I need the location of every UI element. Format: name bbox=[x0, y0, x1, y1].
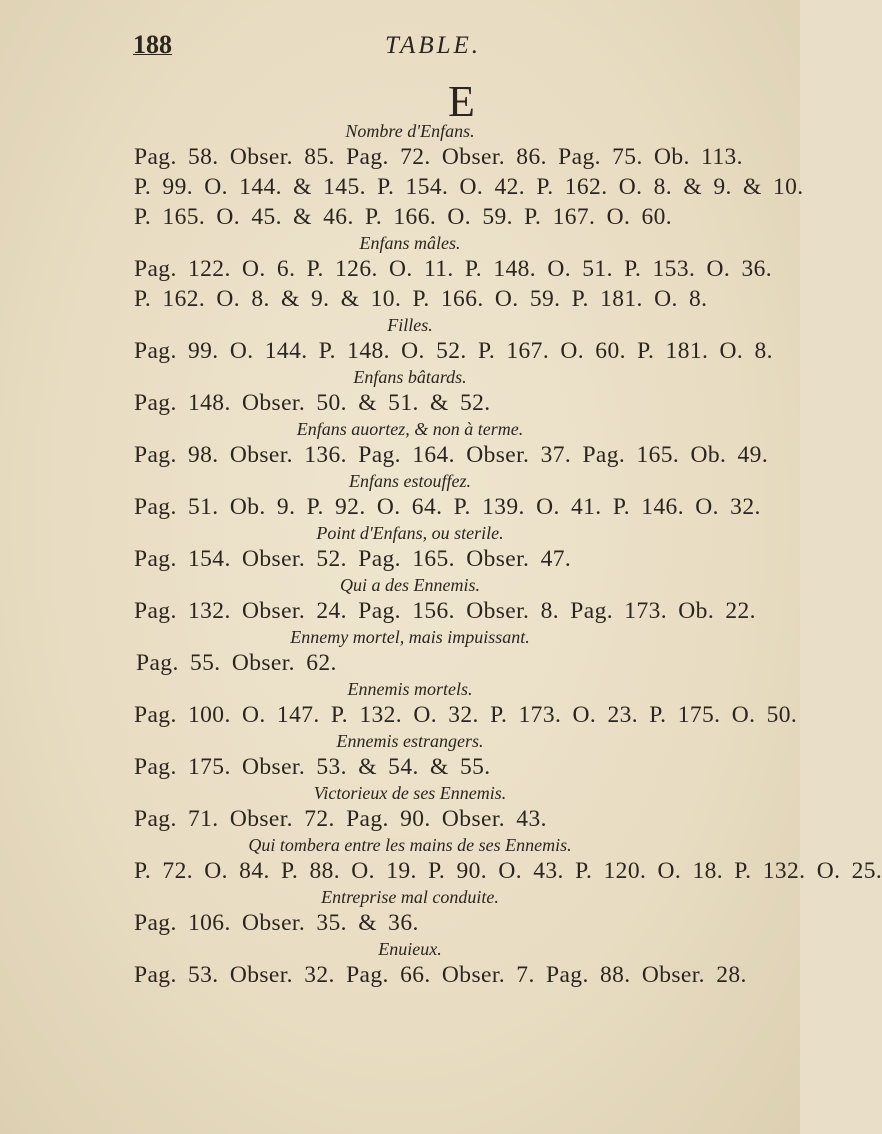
entry-heading: Qui tombera entre les mains de ses Ennemis. bbox=[248, 835, 572, 855]
index-entry bbox=[0, 782, 800, 834]
entry-references: Pag. 55. Obser. 62. bbox=[136, 650, 337, 676]
entry-heading: Enfans estouffez. bbox=[349, 471, 471, 491]
entry-references: Pag. 154. Obser. 52. Pag. 165. Obser. 47. bbox=[134, 546, 572, 572]
section-letter: E bbox=[448, 77, 475, 126]
index-entries bbox=[0, 120, 882, 990]
entry-references: P. 162. O. 8. & 9. & 10. P. 166. O. 59. P. 181. O. 8. bbox=[134, 286, 708, 312]
entry-heading: Victorieux de ses Ennemis. bbox=[313, 783, 507, 803]
index-entry bbox=[0, 418, 800, 470]
entry-heading: Nombre d'Enfans. bbox=[345, 121, 475, 141]
index-entry bbox=[0, 938, 800, 990]
entry-heading: Enfans bâtards. bbox=[353, 367, 467, 387]
entry-heading: Point d'Enfans, ou sterile. bbox=[316, 523, 504, 543]
entry-heading: Ennemy mortel, mais impuissant. bbox=[290, 627, 530, 647]
index-entry bbox=[0, 730, 800, 782]
entry-heading: Filles. bbox=[387, 315, 433, 335]
entry-heading: Ennemis estrangers. bbox=[336, 731, 484, 751]
entry-references: Pag. 99. O. 144. P. 148. O. 52. P. 167. O. 60. P. 181. O. 8. bbox=[134, 338, 773, 364]
page-number: 188 bbox=[133, 30, 172, 59]
entry-references: Pag. 100. O. 147. P. 132. O. 32. P. 173. O. 23. P. 175. O. 50. bbox=[134, 702, 798, 728]
entry-references: P. 99. O. 144. & 145. P. 154. O. 42. P. 162. O. 8. & 9. & 10. bbox=[134, 174, 804, 200]
entry-heading: Enuieux. bbox=[378, 939, 442, 959]
entry-heading: Qui a des Ennemis. bbox=[340, 575, 480, 595]
entry-references: Pag. 106. Obser. 35. & 36. bbox=[134, 910, 419, 936]
index-entry bbox=[0, 314, 800, 366]
entry-heading: Enfans mâles. bbox=[359, 233, 461, 253]
index-entry bbox=[0, 834, 882, 886]
index-entry bbox=[0, 120, 804, 232]
index-entry bbox=[0, 232, 800, 314]
entry-references: Pag. 58. Obser. 85. Pag. 72. Obser. 86. Pag. 75. Ob. 113. bbox=[134, 144, 743, 170]
entry-references: Pag. 98. Obser. 136. Pag. 164. Obser. 37. Pag. 165. Ob. 49. bbox=[134, 442, 769, 468]
entry-references: Pag. 122. O. 6. P. 126. O. 11. P. 148. O. 51. P. 153. O. 36. bbox=[134, 256, 773, 282]
entry-heading: Enfans auortez, & non à terme. bbox=[296, 419, 524, 439]
index-entry bbox=[0, 574, 800, 626]
index-entry bbox=[0, 886, 800, 938]
entry-references: Pag. 71. Obser. 72. Pag. 90. Obser. 43. bbox=[134, 806, 547, 832]
entry-references: Pag. 175. Obser. 53. & 54. & 55. bbox=[134, 754, 491, 780]
index-entry bbox=[0, 522, 800, 574]
index-entry bbox=[0, 470, 800, 522]
index-entry bbox=[0, 366, 800, 418]
running-title: TABLE. bbox=[385, 32, 482, 59]
entry-references: P. 165. O. 45. & 46. P. 166. O. 59. P. 167. O. 60. bbox=[134, 204, 673, 230]
entry-heading: Entreprise mal conduite. bbox=[321, 887, 499, 907]
index-entry bbox=[0, 678, 800, 730]
index-entry bbox=[0, 626, 800, 678]
page-header bbox=[0, 30, 800, 70]
entry-heading: Ennemis mortels. bbox=[347, 679, 473, 699]
entry-references: Pag. 51. Ob. 9. P. 92. O. 64. P. 139. O. 41. P. 146. O. 32. bbox=[134, 494, 761, 520]
entry-references: Pag. 53. Obser. 32. Pag. 66. Obser. 7. Pag. 88. Obser. 28. bbox=[134, 962, 747, 988]
entry-references: P. 72. O. 84. P. 88. O. 19. P. 90. O. 43. P. 120. O. 18. P. 132. O. 25. bbox=[134, 858, 882, 884]
entry-references: Pag. 132. Obser. 24. Pag. 156. Obser. 8. Pag. 173. Ob. 22. bbox=[134, 598, 756, 624]
entry-references: Pag. 148. Obser. 50. & 51. & 52. bbox=[134, 390, 491, 416]
